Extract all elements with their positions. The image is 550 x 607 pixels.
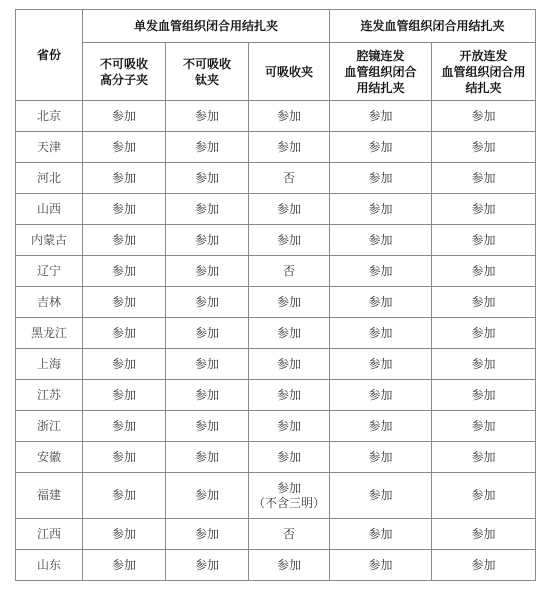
status-cell: 参加 [330, 411, 432, 442]
column-header-line: 用结扎夹 [356, 80, 405, 95]
status-cell: 参加 [432, 473, 536, 519]
status-cell: 参加 [432, 442, 536, 473]
status-cell: 参加 [330, 287, 432, 318]
status-cell: 参加 [330, 132, 432, 163]
status-cell: 参加 [166, 225, 249, 256]
status-cell: 参加 [83, 519, 166, 550]
table-row [16, 101, 536, 132]
column-header-line: 钛夹 [194, 72, 219, 87]
status-cell: 参加 [330, 318, 432, 349]
status-cell: 参加 [83, 194, 166, 225]
status-cell: 参加 [83, 318, 166, 349]
status-cell: 参加 [166, 411, 249, 442]
status-cell: 参加 [249, 132, 330, 163]
status-cell: 参加 [249, 380, 330, 411]
status-cell: 参加 [83, 101, 166, 132]
status-cell: 参加 [83, 473, 166, 519]
status-cell: 参加 [330, 194, 432, 225]
status-cell: 参加 [166, 194, 249, 225]
header-row-2 [16, 43, 536, 101]
status-cell: 否 [249, 163, 330, 194]
status-cell: 参加 [166, 318, 249, 349]
status-cell: 参加 [432, 225, 536, 256]
status-cell: 否 [249, 256, 330, 287]
column-header-line: 可吸收夹 [265, 64, 314, 79]
status-cell: 参加 [330, 225, 432, 256]
status-cell: 参加 [432, 101, 536, 132]
status-cell: 参加 [432, 318, 536, 349]
column-header-line: 腔镜连发 [356, 48, 405, 63]
column-header-line: 高分子夹 [99, 72, 148, 87]
status-cell: 参加 [249, 349, 330, 380]
province-cell: 北京 [16, 101, 83, 132]
status-cell: 参加 [83, 163, 166, 194]
table-wrapper [15, 9, 536, 581]
status-cell: 参加 [166, 287, 249, 318]
column-header-line: 血管组织闭合用 [441, 64, 526, 79]
status-cell: 参加 [166, 442, 249, 473]
province-cell: 内蒙古 [16, 225, 83, 256]
column-header-nonabsorbable-titanium [166, 43, 249, 101]
province-header: 省份 [16, 10, 83, 101]
column-header-absorbable [249, 43, 330, 101]
status-cell: 参加 [166, 380, 249, 411]
column-header-line: 不可吸收 [99, 56, 148, 71]
table-row [16, 519, 536, 550]
status-cell [249, 473, 330, 519]
status-cell: 参加 [432, 256, 536, 287]
status-cell: 参加 [330, 101, 432, 132]
status-cell: 参加 [432, 349, 536, 380]
status-cell: 参加 [432, 287, 536, 318]
status-cell: 参加 [249, 194, 330, 225]
column-header-line: 不可吸收 [182, 56, 231, 71]
column-header-line: 结扎夹 [465, 80, 502, 95]
province-cell: 黑龙江 [16, 318, 83, 349]
status-cell: 参加 [166, 519, 249, 550]
status-cell: 参加 [249, 101, 330, 132]
province-cell: 辽宁 [16, 256, 83, 287]
province-cell: 上海 [16, 349, 83, 380]
header-row-1 [16, 10, 536, 43]
participation-table [15, 9, 536, 581]
province-cell: 江苏 [16, 380, 83, 411]
column-header-open-multi [432, 43, 536, 101]
status-cell: 参加 [330, 256, 432, 287]
province-cell: 安徽 [16, 442, 83, 473]
status-cell: 参加 [432, 163, 536, 194]
table-row [16, 163, 536, 194]
status-cell: 参加 [249, 442, 330, 473]
table-row [16, 256, 536, 287]
status-cell: 参加 [83, 287, 166, 318]
column-header-line: 开放连发 [459, 48, 508, 63]
status-cell-line: （不含三明） [253, 495, 326, 510]
table-row [16, 287, 536, 318]
status-cell: 参加 [330, 550, 432, 581]
status-cell: 否 [249, 519, 330, 550]
table-row [16, 380, 536, 411]
province-cell: 山东 [16, 550, 83, 581]
province-cell: 吉林 [16, 287, 83, 318]
table-row [16, 411, 536, 442]
status-cell: 参加 [249, 287, 330, 318]
table-row [16, 473, 536, 519]
status-cell: 参加 [432, 380, 536, 411]
status-cell: 参加 [166, 132, 249, 163]
status-cell: 参加 [432, 550, 536, 581]
status-cell: 参加 [330, 349, 432, 380]
status-cell: 参加 [330, 163, 432, 194]
table-row [16, 442, 536, 473]
status-cell: 参加 [166, 473, 249, 519]
table-row [16, 132, 536, 163]
column-header-line: 血管组织闭合 [344, 64, 417, 79]
status-cell: 参加 [83, 225, 166, 256]
status-cell: 参加 [83, 256, 166, 287]
column-header-nonabsorbable-polymer [83, 43, 166, 101]
status-cell: 参加 [83, 349, 166, 380]
province-cell: 浙江 [16, 411, 83, 442]
multi-clip-group-header: 连发血管组织闭合用结扎夹 [330, 10, 536, 43]
province-cell: 天津 [16, 132, 83, 163]
status-cell: 参加 [166, 101, 249, 132]
status-cell: 参加 [83, 380, 166, 411]
table-body [16, 101, 536, 581]
table-row [16, 550, 536, 581]
single-clip-group-header: 单发血管组织闭合用结扎夹 [83, 10, 330, 43]
province-cell: 江西 [16, 519, 83, 550]
status-cell: 参加 [330, 380, 432, 411]
status-cell: 参加 [249, 225, 330, 256]
status-cell: 参加 [83, 132, 166, 163]
table-row [16, 225, 536, 256]
status-cell: 参加 [83, 411, 166, 442]
status-cell: 参加 [432, 411, 536, 442]
status-cell: 参加 [83, 442, 166, 473]
status-cell: 参加 [432, 519, 536, 550]
status-cell: 参加 [166, 349, 249, 380]
status-cell: 参加 [249, 550, 330, 581]
status-cell: 参加 [330, 442, 432, 473]
province-cell: 河北 [16, 163, 83, 194]
status-cell-line: 参加 [277, 480, 302, 495]
status-cell: 参加 [249, 318, 330, 349]
status-cell: 参加 [166, 256, 249, 287]
table-row [16, 194, 536, 225]
status-cell: 参加 [330, 519, 432, 550]
table-row [16, 318, 536, 349]
status-cell: 参加 [166, 163, 249, 194]
province-cell: 福建 [16, 473, 83, 519]
status-cell: 参加 [432, 194, 536, 225]
status-cell: 参加 [249, 411, 330, 442]
status-cell: 参加 [83, 550, 166, 581]
status-cell: 参加 [166, 550, 249, 581]
province-cell: 山西 [16, 194, 83, 225]
status-cell: 参加 [330, 473, 432, 519]
status-cell: 参加 [432, 132, 536, 163]
table-row [16, 349, 536, 380]
column-header-laparoscopic-multi [330, 43, 432, 101]
